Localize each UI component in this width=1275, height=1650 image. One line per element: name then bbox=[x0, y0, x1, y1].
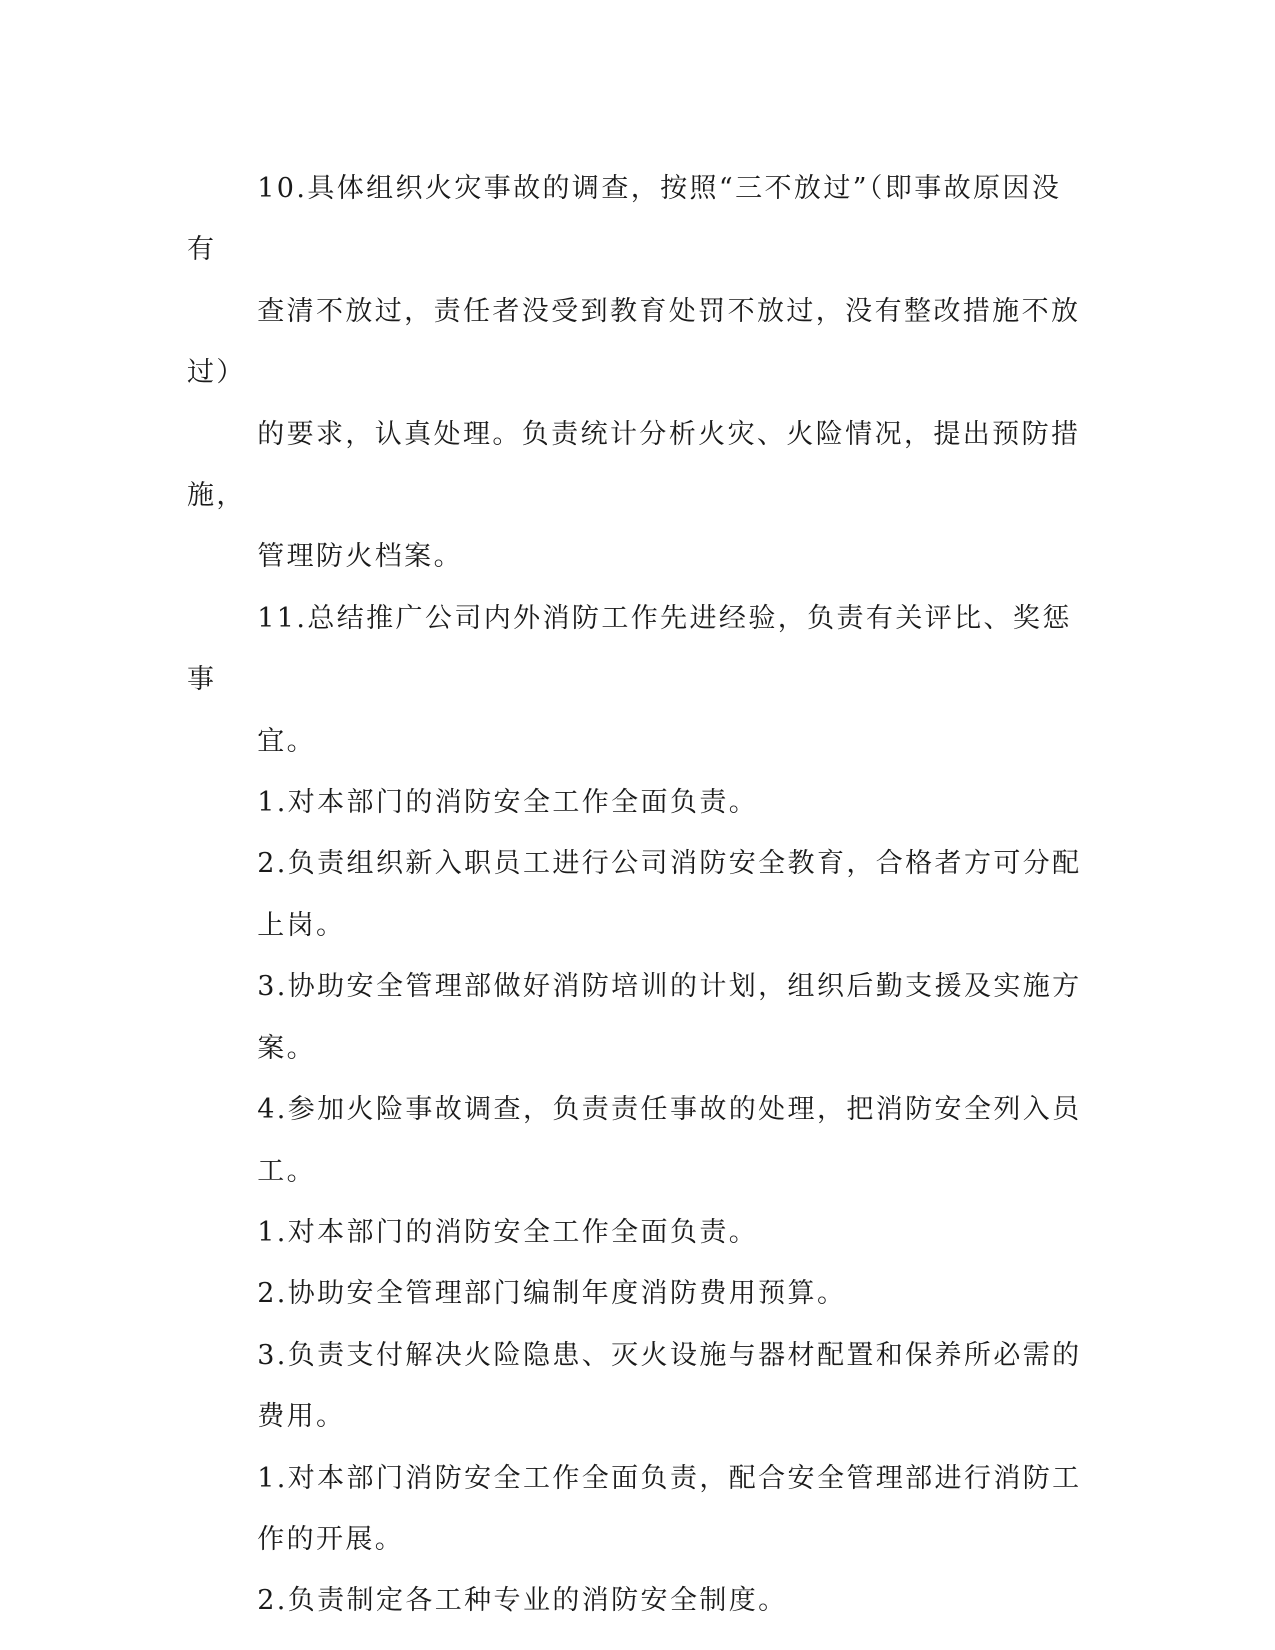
paragraph-item-11 bbox=[187, 588, 1087, 772]
text-line: 2.负责制定各工种专业的消防安全制度。 bbox=[257, 1585, 788, 1617]
text-line: 1.对本部门的消防安全工作全面负责。 bbox=[257, 1216, 759, 1248]
text-line: 3.协助安全管理部做好消防培训的计划，组织后勤支援及实施方 bbox=[257, 971, 1082, 1003]
paragraph-dept-b-3 bbox=[187, 1325, 1087, 1448]
text-line: 宜。 bbox=[257, 725, 316, 757]
paragraph-dept-a-4 bbox=[187, 1079, 1087, 1202]
text-line: 查清不放过，责任者没受到教育处罚不放过，没有整改措施不放过） bbox=[187, 295, 1081, 389]
text-line: 上岗。 bbox=[257, 909, 346, 941]
text-line: 费用。 bbox=[257, 1401, 346, 1433]
text-line: 1.对本部门消防安全工作全面负责，配合安全管理部进行消防工 bbox=[257, 1462, 1082, 1494]
text-line: 4.参加火险事故调查，负责责任事故的处理，把消防安全列入员 bbox=[257, 1094, 1082, 1126]
text-line: 11.总结推广公司内外消防工作先进经验，负责有关评比、奖惩事 bbox=[187, 602, 1072, 696]
paragraph-dept-b-2 bbox=[187, 1263, 1087, 1324]
text-line: 作的开展。 bbox=[257, 1523, 405, 1555]
text-line: 1.对本部门的消防安全工作全面负责。 bbox=[257, 787, 759, 819]
text-line: 2.协助安全管理部门编制年度消防费用预算。 bbox=[257, 1278, 847, 1310]
paragraph-dept-a-1 bbox=[187, 772, 1087, 833]
text-line: 的要求，认真处理。负责统计分析火灾、火险情况，提出预防措施， bbox=[187, 418, 1081, 512]
text-line: 3.负责支付解决火险隐患、灭火设施与器材配置和保养所必需的 bbox=[257, 1339, 1082, 1371]
paragraph-dept-a-2 bbox=[187, 833, 1087, 956]
paragraph-dept-b-1 bbox=[187, 1202, 1087, 1263]
document-body bbox=[187, 158, 1087, 1632]
text-line: 管理防火档案。 bbox=[257, 541, 463, 573]
text-line: 2.负责组织新入职员工进行公司消防安全教育，合格者方可分配 bbox=[257, 848, 1082, 880]
text-line: 工。 bbox=[257, 1155, 316, 1187]
paragraph-dept-c-1 bbox=[187, 1448, 1087, 1571]
text-line: 10.具体组织火灾事故的调查，按照“三不放过”（即事故原因没有 bbox=[187, 173, 1062, 266]
paragraph-dept-a-3 bbox=[187, 956, 1087, 1079]
text-line: 案。 bbox=[257, 1032, 316, 1064]
paragraph-item-10 bbox=[187, 158, 1087, 588]
paragraph-dept-c-2 bbox=[187, 1570, 1087, 1631]
